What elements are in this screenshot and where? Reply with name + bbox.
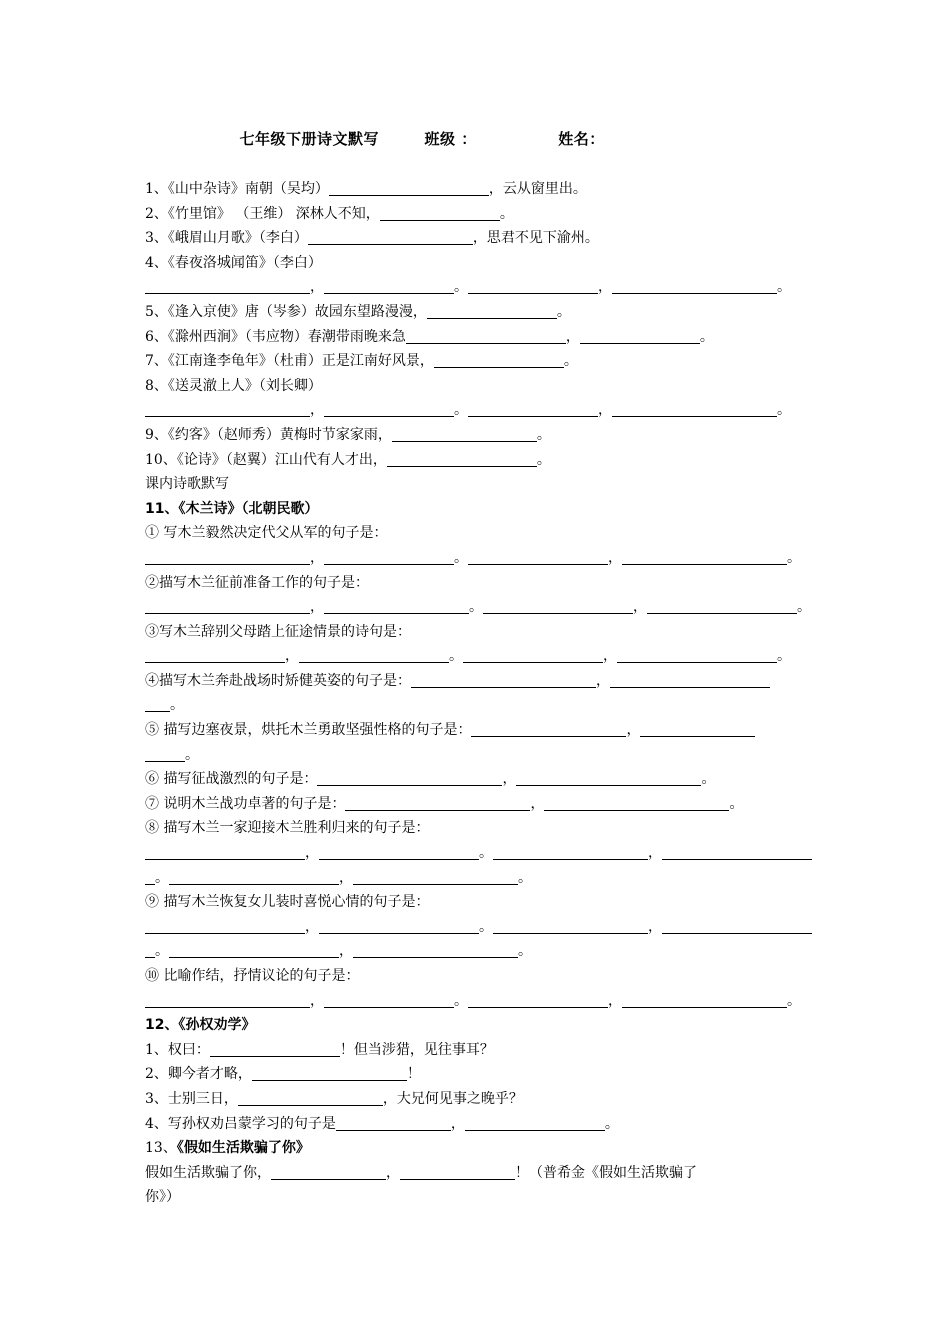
question-line: 4、《春夜洛城闻笛》（李白） — [145, 254, 322, 271]
answer-blank[interactable] — [516, 770, 701, 786]
answer-blank[interactable] — [434, 352, 564, 368]
answer-blank[interactable] — [427, 303, 557, 319]
answer-blank[interactable] — [392, 426, 537, 442]
answer-blank[interactable] — [647, 598, 797, 614]
question-line: 3、士别三日， ，大兄何见事之晚乎？ — [145, 1090, 523, 1107]
answer-blank[interactable] — [612, 401, 777, 417]
answer-blank[interactable] — [640, 721, 755, 737]
worksheet-body — [145, 177, 835, 1210]
answer-blank[interactable] — [468, 278, 598, 294]
answer-blank[interactable] — [324, 549, 454, 565]
answer-blank[interactable] — [210, 1041, 340, 1057]
class-label: 班级 ： — [424, 130, 477, 148]
answer-blank[interactable] — [622, 992, 787, 1008]
answer-blank[interactable] — [271, 1164, 386, 1180]
answer-line: 。 ， 。 — [145, 866, 835, 891]
sub-question: ⑩ 比喻作结，抒情议论的句子是： — [145, 968, 360, 984]
sub-question-line: ⑤ 描写边塞夜景，烘托木兰勇敢坚强性格的句子是： ， — [145, 718, 835, 743]
answer-line: 。 ， 。 — [145, 939, 835, 964]
answer-line: 。 — [145, 693, 835, 718]
answer-blank[interactable] — [145, 598, 310, 614]
answer-blank[interactable] — [471, 721, 626, 737]
answer-blank[interactable] — [324, 598, 469, 614]
answer-blank[interactable] — [145, 918, 305, 934]
heading-pushkin: 13、《假如生活欺骗了你》 — [145, 1140, 310, 1157]
answer-line: 。 — [145, 743, 835, 768]
sub-question-line: ⑥ 描写征战激烈的句子是： ， 。 — [145, 771, 716, 788]
answer-blank[interactable] — [252, 1065, 407, 1081]
answer-blank[interactable] — [662, 844, 812, 860]
answer-blank[interactable] — [406, 328, 566, 344]
question-line: 3、《峨眉山月歌》（李白） ，思君不见下渝州。 — [145, 230, 599, 247]
answer-blank[interactable] — [324, 992, 454, 1008]
answer-line: ， 。 ， 。 — [145, 595, 835, 620]
answer-blank[interactable] — [468, 992, 608, 1008]
answer-blank[interactable] — [336, 1115, 451, 1131]
answer-blank[interactable] — [493, 918, 648, 934]
answer-blank[interactable] — [610, 672, 770, 688]
answer-blank[interactable] — [317, 770, 502, 786]
question-line: 7、《江南逢李龟年》（杜甫）正是江南好风景， 。 — [145, 353, 578, 370]
answer-blank[interactable] — [612, 278, 777, 294]
answer-line: ， 。 ， 。 — [145, 398, 835, 423]
answer-blank[interactable] — [387, 451, 537, 467]
answer-line: ， 。 ， — [145, 915, 835, 940]
answer-blank[interactable] — [353, 869, 518, 885]
answer-blank[interactable] — [353, 942, 518, 958]
question-line-cont: 你》） — [145, 1189, 180, 1206]
answer-line: ， 。 ， — [145, 841, 835, 866]
sub-question: ②描写木兰征前准备工作的句子是： — [145, 574, 369, 591]
question-line: 2、卿今者才略， ！ — [145, 1066, 421, 1083]
name-field[interactable] — [610, 132, 710, 147]
answer-blank[interactable] — [145, 401, 310, 417]
answer-blank[interactable] — [468, 401, 598, 417]
answer-blank[interactable] — [145, 869, 155, 885]
answer-blank[interactable] — [468, 549, 608, 565]
question-line: 9、《约客》（赵师秀）黄梅时节家家雨， 。 — [145, 426, 551, 443]
answer-line: ， 。 ， 。 — [145, 644, 835, 669]
class-field[interactable] — [482, 132, 552, 147]
answer-blank[interactable] — [169, 942, 339, 958]
answer-blank[interactable] — [544, 795, 729, 811]
answer-blank[interactable] — [617, 647, 777, 663]
answer-blank[interactable] — [145, 549, 310, 565]
question-line: 6、《滁州西涧》（韦应物）春潮带雨晚来急 ， 。 — [145, 328, 714, 345]
answer-blank[interactable] — [411, 672, 596, 688]
answer-line: ， 。 ， 。 — [145, 989, 835, 1014]
answer-blank[interactable] — [238, 1090, 383, 1106]
question-line: 5、《逢入京使》唐（岑参）故园东望路漫漫， 。 — [145, 303, 571, 320]
heading-sunquan: 12、《孙权劝学》 — [145, 1017, 256, 1034]
answer-line: ， 。 ， 。 — [145, 546, 835, 571]
answer-blank[interactable] — [493, 844, 648, 860]
answer-blank[interactable] — [465, 1115, 605, 1131]
answer-blank[interactable] — [622, 549, 787, 565]
answer-blank[interactable] — [324, 401, 454, 417]
question-line: 1、《山中杂诗》南朝（吴均） ，云从窗里出。 — [145, 181, 587, 197]
sub-question: ⑧ 描写木兰一家迎接木兰胜利归来的句子是： — [145, 820, 430, 837]
question-line: 假如生活欺骗了你， ， ！（普希金《假如生活欺骗了 — [145, 1164, 697, 1181]
answer-blank[interactable] — [145, 746, 185, 762]
answer-blank[interactable] — [662, 918, 812, 934]
question-line: 2、《竹里馆》 （王维） 深林人不知， 。 — [145, 205, 514, 222]
worksheet-header — [0, 128, 950, 149]
answer-blank[interactable] — [345, 795, 530, 811]
answer-blank[interactable] — [319, 918, 479, 934]
answer-blank[interactable] — [145, 696, 170, 712]
answer-blank[interactable] — [380, 205, 500, 221]
answer-blank[interactable] — [324, 278, 454, 294]
answer-blank[interactable] — [483, 598, 633, 614]
section-heading: 课内诗歌默写 — [145, 476, 229, 493]
sub-question: ① 写木兰毅然决定代父从军的句子是： — [145, 525, 388, 542]
answer-blank[interactable] — [463, 647, 603, 663]
sub-question: ③写木兰辞别父母踏上征途情景的诗句是： — [145, 623, 411, 640]
question-line: 10、《论诗》（赵翼）江山代有人才出， 。 — [145, 451, 551, 468]
answer-blank[interactable] — [169, 869, 339, 885]
answer-blank[interactable] — [580, 328, 700, 344]
answer-blank[interactable] — [329, 180, 489, 196]
answer-blank[interactable] — [145, 647, 285, 663]
answer-blank[interactable] — [308, 229, 473, 245]
question-line: 1、权曰： ！但当涉猎，见往事耳？ — [145, 1041, 494, 1058]
name-label: 姓名： — [558, 130, 605, 148]
answer-blank[interactable] — [299, 647, 449, 663]
answer-blank[interactable] — [145, 992, 310, 1008]
question-line: 4、写孙权劝吕蒙学习的句子是 ， 。 — [145, 1115, 619, 1132]
sub-question-line: ⑦ 说明木兰战功卓著的句子是： ， 。 — [145, 795, 744, 812]
answer-blank[interactable] — [400, 1164, 515, 1180]
sub-question: ⑨ 描写木兰恢复女儿装时喜悦心情的句子是： — [145, 894, 430, 911]
heading-mulan: 11、《木兰诗》（北朝民歌） — [145, 500, 319, 517]
answer-blank[interactable] — [319, 844, 479, 860]
question-line: 8、《送灵澈上人》（刘长卿） — [145, 377, 322, 394]
answer-blank[interactable] — [145, 942, 155, 958]
answer-blank[interactable] — [145, 844, 305, 860]
worksheet-title: 七年级下册诗文默写 — [239, 130, 380, 148]
answer-line: ， 。 ， 。 — [145, 275, 835, 300]
sub-question-line: ④描写木兰奔赴战场时矫健英姿的句子是： ， — [145, 669, 835, 694]
answer-blank[interactable] — [145, 278, 310, 294]
